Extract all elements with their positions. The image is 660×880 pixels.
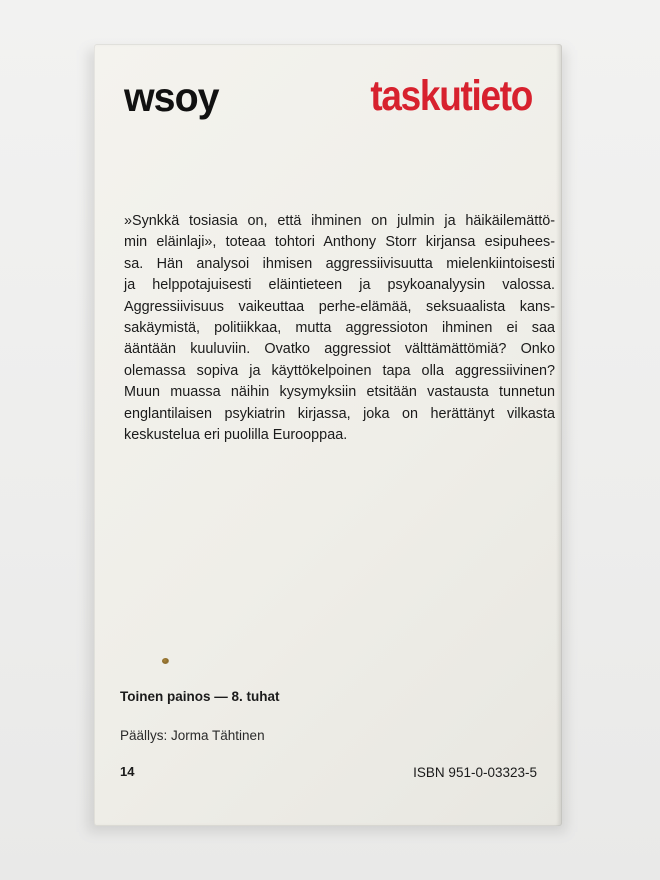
blurb-text bbox=[124, 211, 555, 446]
blurb-line: »Synkkä tosiasia on, että ihminen on julmin ja häikäilemättö- bbox=[124, 213, 555, 229]
blurb-line: englantilaisen psykiatrin kirjassa, joka on herättänyt vilkasta bbox=[124, 405, 555, 422]
blurb-line: min eläinlaji», toteaa tohtori Anthony Storr kirjansa esipuhees- bbox=[124, 234, 555, 251]
blurb-line: Aggressiivisuus vaikeuttaa perhe-elämää, seksuaalista kans- bbox=[124, 298, 555, 315]
printing-info: Toinen painos — 8. tuhat bbox=[120, 689, 280, 704]
series-logo: taskutieto bbox=[370, 72, 532, 120]
blurb-line: ääntään kuuluviin. Ovatko aggressiot välttämättömiä? Onko bbox=[124, 341, 555, 358]
blurb-line: sa. Hän analysoi ihmisen aggressiivisuutta mielenkiintoisesti bbox=[124, 255, 555, 272]
blurb-line: Muun muassa näihin kysymyksiin etsitään vastausta tunnetun bbox=[124, 384, 555, 401]
blurb-line: keskustelua eri puolilla Eurooppaa. bbox=[124, 427, 348, 444]
stain-mark bbox=[162, 658, 169, 664]
book-back-cover bbox=[94, 44, 562, 826]
isbn: ISBN 951-0-03323-5 bbox=[413, 765, 537, 780]
blurb-line: ja helppotajuisesti eläintieteen ja psykoanalyysin valossa. bbox=[124, 277, 555, 294]
publisher-logo: wsoy bbox=[124, 74, 219, 120]
cover-edge bbox=[556, 44, 562, 826]
blurb-line: olemassa sopiva ja käyttökelpoinen tapa olla aggressiivinen? bbox=[124, 362, 555, 379]
cover-designer-credit: Päällys: Jorma Tähtinen bbox=[120, 728, 265, 743]
series-number: 14 bbox=[120, 764, 135, 779]
blurb-line: sakäymistä, politiikkaa, mutta aggressioton ihminen ei saa bbox=[124, 320, 555, 337]
